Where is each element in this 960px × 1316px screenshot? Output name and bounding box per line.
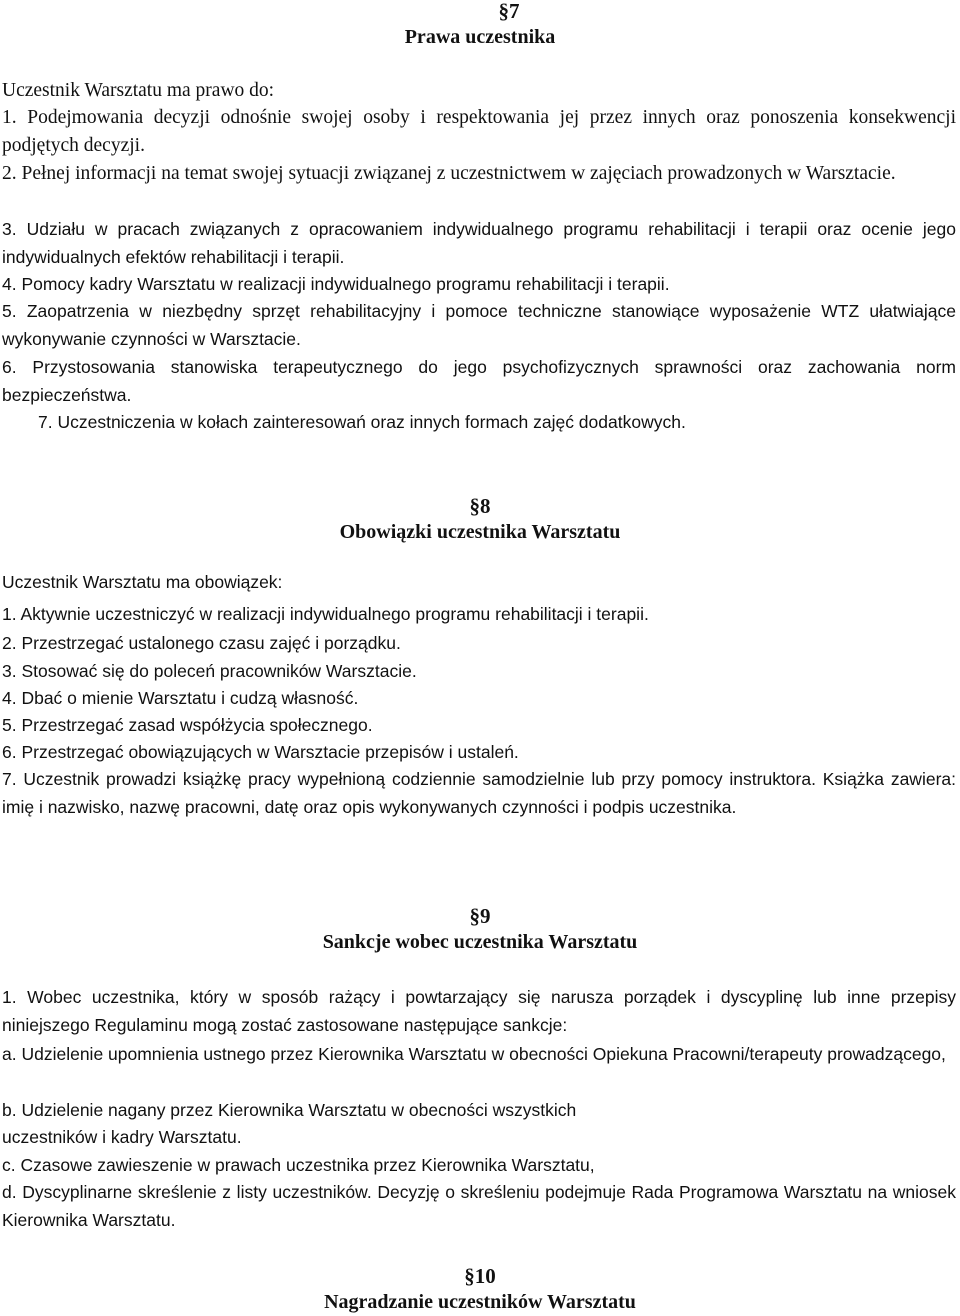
section-8-heading xyxy=(0,493,960,545)
section-9-sanction-b-line-2: uczestników i kadry Warsztatu. xyxy=(2,1127,242,1147)
section-7-item-2: 2. Pełnej informacji na temat swojej sytuacji związanej z uczestnictwem w zajęciach prowadzonych w Warsztacie. xyxy=(2,163,896,184)
section-7-item-6: 6. Przystosowania stanowiska terapeutycznego do jego psychofizycznych sprawności oraz zachowania norm bezpieczeństwa. xyxy=(2,357,956,405)
section-9-title: Sankcje wobec uczestnika Warsztatu xyxy=(322,931,638,953)
section-7-item-5: 5. Zaopatrzenia w niezbędny sprzęt rehabilitacyjny i pomoce techniczne stanowiące wyposażenie WTZ ułatwiające wykonywanie czynności w Warsztacie. xyxy=(2,301,956,349)
section-8-item-2: 2. Przestrzegać ustalonego czasu zajęć i porządku. xyxy=(2,633,401,653)
section-10-title: Nagradzanie uczestników Warsztatu xyxy=(324,1291,636,1313)
section-7-item-1: 1. Podejmowania decyzji odnośnie swojej osoby i respektowania jej przez innych oraz ponoszenia konsekwencji podjętych decyzji. xyxy=(2,107,956,156)
section-7-intro: Uczestnik Warsztatu ma prawo do: xyxy=(2,80,275,101)
section-8-item-6: 6. Przestrzegać obowiązujących w Warsztacie przepisów i ustaleń. xyxy=(2,742,519,762)
section-8-item-5: 5. Przestrzegać zasad współżycia społecznego. xyxy=(2,715,373,735)
section-9-sanction-d: d. Dyscyplinarne skreślenie z listy uczestników. Decyzję o skreśleniu podejmuje Rada Programowa Warsztatu na wniosek Kierownika Warsztatu. xyxy=(2,1182,956,1230)
section-8-item-7: 7. Uczestnik prowadzi książkę pracy wypełnioną codziennie samodzielnie lub przy pomocy instruktora. Książka zawiera: imię i nazwisko, nazwę pracowni, datę oraz opis wykonywanych czynności i podpis uczestnika. xyxy=(2,769,956,817)
section-8-item-1: 1. Aktywnie uczestniczyć w realizacji indywidualnego programu rehabilitacji i terapii. xyxy=(2,604,649,624)
section-8-item-4: 4. Dbać o mienie Warsztatu i cudzą własność. xyxy=(2,688,359,708)
section-9-heading xyxy=(0,903,960,955)
section-9-sanction-b-line-1: b. Udzielenie nagany przez Kierownika Warsztatu w obecności wszystkich xyxy=(2,1100,577,1120)
section-7-heading xyxy=(0,0,960,50)
section-10-heading xyxy=(0,1263,960,1315)
section-10-number: § 10 xyxy=(0,1263,960,1289)
section-9-sanction-c: c. Czasowe zawieszenie w prawach uczestnika przez Kierownika Warsztatu, xyxy=(2,1155,595,1175)
section-9-sanction-a: a. Udzielenie upomnienia ustnego przez Kierownika Warsztatu w obecności Opiekuna Pracowni/terapeuty prowadzącego, xyxy=(2,1044,946,1064)
section-7-title: Prawa uczestnika xyxy=(404,26,556,48)
section-7-number: § 7 xyxy=(58,0,960,24)
section-8-title: Obowiązki uczestnika Warsztatu xyxy=(339,521,621,543)
section-9-point-1: 1. Wobec uczestnika, który w sposób rażący i powtarzający się narusza porządek i dyscyplinę lub inne przepisy niniejszego Regulaminu mogą zostać zastosowane następujące sankcje: xyxy=(2,987,956,1035)
section-8-item-3: 3. Stosować się do poleceń pracowników Warsztacie. xyxy=(2,661,417,681)
section-7-item-4: 4. Pomocy kadry Warsztatu w realizacji indywidualnego programu rehabilitacji i terapii. xyxy=(2,274,670,294)
section-7-item-7: 7. Uczestniczenia w kołach zainteresowań oraz innych formach zajęć dodatkowych. xyxy=(38,412,686,432)
section-8-number: § 8 xyxy=(0,493,960,519)
section-8-intro: Uczestnik Warsztatu ma obowiązek: xyxy=(2,572,283,592)
section-9-number: § 9 xyxy=(0,903,960,929)
section-7-item-3: 3. Udziału w pracach związanych z opracowaniem indywidualnego programu rehabilitacji i terapii oraz ocenie jego indywidualnych efektów rehabilitacji i terapii. xyxy=(2,219,956,267)
